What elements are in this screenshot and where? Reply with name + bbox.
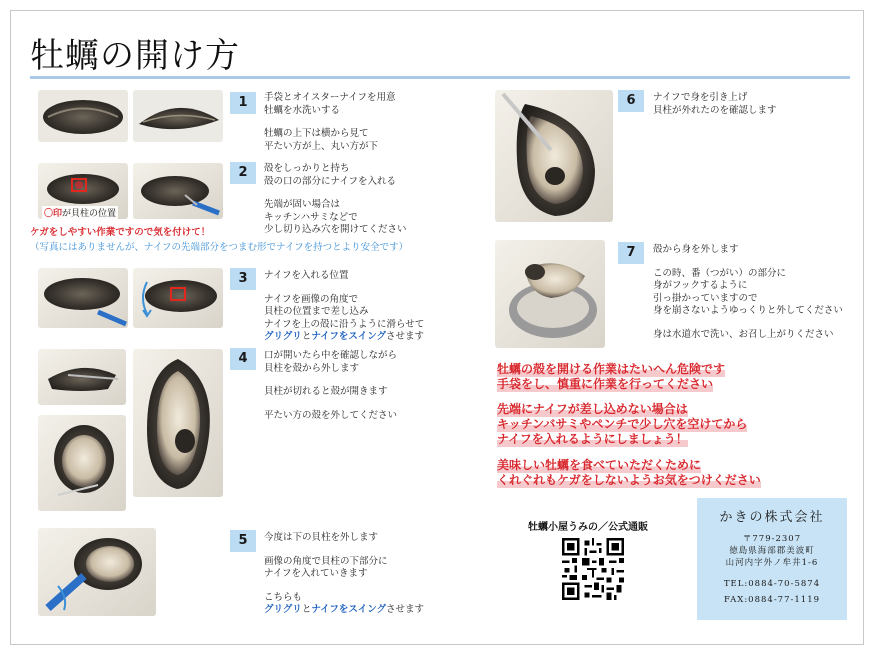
step1-photo-top: [38, 90, 128, 142]
company-postal: 〒779-2307: [742, 534, 802, 544]
company-fax: FAX:0884-77-1119: [723, 595, 821, 605]
step-text-5: 今度は下の貝柱を外します 画像の角度で貝柱の下部分に ナイフを入れていきます こちらも グリグリとナイフをスイングさせます: [264, 532, 425, 615]
step-text-2: 殻をしっかりと持ち 殻の口の部分にナイフを入れる 先端が固い場合は キッチンハサミなどで 少し切り込み穴を開けてください: [264, 163, 407, 235]
step-number-1: 1: [230, 92, 256, 114]
step2-photo-b: [133, 163, 223, 219]
page-title: 牡蠣の開け方: [30, 36, 240, 76]
step-number-7: 7: [618, 242, 644, 264]
tip-note: （写真にはありませんが、ナイフの先端部分をつまむ形でナイフを持つとより安全です）: [30, 242, 409, 253]
mark-label: 〇印が貝柱の位置: [42, 206, 118, 219]
step4-photo-a: [38, 349, 126, 405]
oyster-photo-icon: [38, 349, 126, 405]
step7-photo: [495, 240, 605, 348]
step-text-4: 口が開いたら中を確認しながら 貝柱を殻から外します 貝柱が切れると殻が開きます 平たい方の殻を外してください: [264, 350, 398, 421]
step-number-4: 4: [230, 348, 256, 370]
step4-photo-b: [38, 415, 126, 511]
step-number-2: 2: [230, 162, 256, 184]
qr-code[interactable]: [562, 538, 624, 600]
step-text-7: 殻から身を外します この時、番（つがい）の部分に 身がフックするように 引っ掛かっていますので 身を崩さないようゆっくりと外してください 身は水道水で洗い、お召し上がりください: [653, 244, 843, 340]
step3-photo-b: [133, 268, 223, 328]
oyster-photo-icon: [495, 90, 613, 222]
oyster-photo-icon: [38, 415, 126, 511]
company-address-1: 徳島県海部郡美波町: [729, 546, 815, 556]
step-number-5: 5: [230, 530, 256, 552]
company-name: かきの株式会社: [719, 510, 825, 525]
warning-note: ケガをしやすい作業ですので気を付けて！: [30, 227, 211, 238]
oyster-photo-icon: [133, 163, 223, 219]
warning-block-3: 美味しい牡蠣を食べていただくために くれぐれもケガをしないようお気をつけください: [497, 458, 761, 487]
company-tel[interactable]: TEL:0884-70-5874: [723, 579, 821, 589]
step6-photo: [495, 90, 613, 222]
company-info-box: [697, 498, 847, 620]
oyster-photo-icon: [38, 528, 156, 616]
step-text-6: ナイフで身を引き上げ 貝柱が外れたのを確認します: [653, 92, 777, 116]
warning-block-2: 先端にナイフが差し込めない場合は キッチンバサミやペンチで少し穴を空けてから ナイフを入れるようにしましょう！: [497, 402, 748, 446]
step3-photo-a: [38, 268, 128, 328]
oyster-photo-icon: [133, 268, 223, 328]
oyster-photo-icon: [38, 90, 128, 142]
oyster-photo-icon: [133, 90, 223, 142]
step-text-1: 手袋とオイスターナイフを用意 牡蠣を水洗いする 牡蠣の上下は横から見て 平たい方が上、丸い方が下: [264, 92, 396, 152]
shop-label: 牡蠣小屋うみの／公式通販: [528, 522, 648, 533]
company-address-2: 山河内字外ノ牟井1-6: [725, 558, 819, 568]
step1-photo-side: [133, 90, 223, 142]
oyster-photo-icon: [38, 268, 128, 328]
step4-photo-c: [133, 349, 223, 497]
step-number-6: 6: [618, 90, 644, 112]
qr-code-icon: [562, 538, 624, 600]
step-text-3: ナイフを入れる位置 ナイフを画像の角度で 貝柱の位置まで差し込み ナイフを上の殻に沿うように滑らせて グリグリとナイフをスイングさせます: [264, 270, 425, 342]
step-number-3: 3: [230, 268, 256, 290]
oyster-photo-icon: [495, 240, 605, 348]
step5-photo: [38, 528, 156, 616]
warning-block-1: 牡蠣の殻を開ける作業はたいへん危険です 手袋をし、慎重に作業を行ってください: [497, 362, 726, 391]
oyster-photo-icon: [133, 349, 223, 497]
title-divider: [30, 76, 850, 79]
